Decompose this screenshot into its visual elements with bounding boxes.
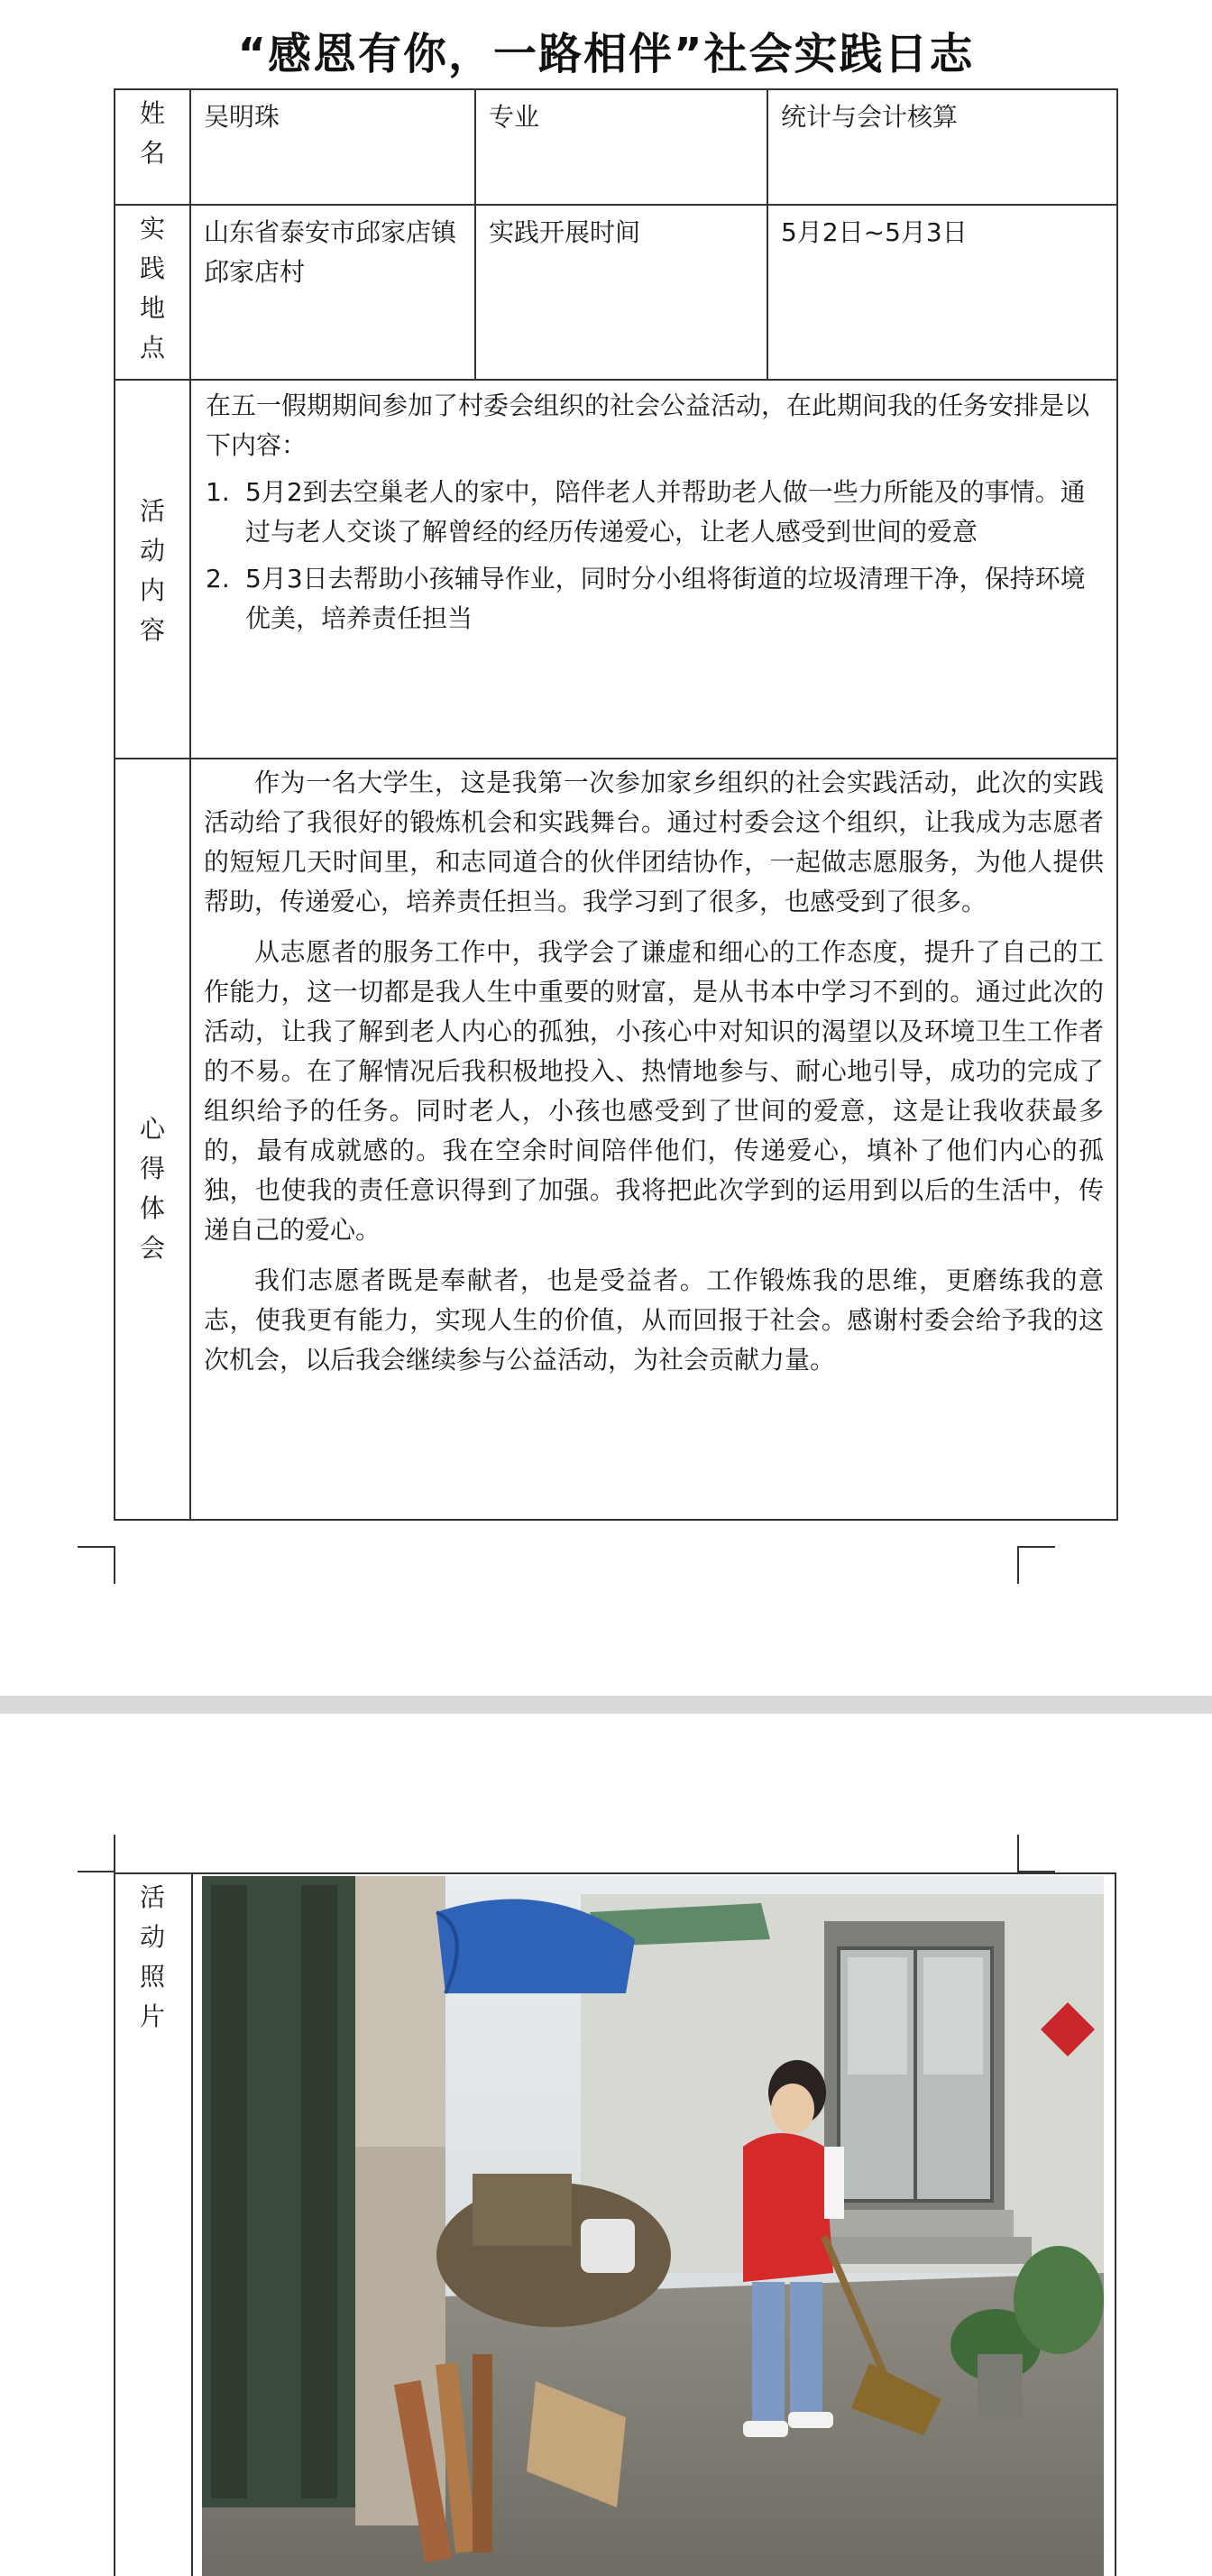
crop-mark-top-right <box>1017 1835 1055 1872</box>
activity-item-number: 2. <box>206 564 230 593</box>
reflection-label: 心得体会 <box>139 1114 165 1263</box>
photo-label: 活动照片 <box>139 1882 165 2031</box>
document-title: “感恩有你，一路相伴”社会实践日志 <box>237 29 975 79</box>
activity-row <box>115 380 1117 759</box>
jeans-right <box>790 2282 822 2417</box>
location-row <box>115 205 1117 380</box>
page-separator <box>0 1696 1212 1714</box>
crop-mark-bottom-left <box>78 1546 115 1584</box>
name-value: 吴明珠 <box>190 89 475 205</box>
activity-item-text: 5月3日去帮助小孩辅导作业，同时分小组将街道的垃圾清理干净，保持环境优美，培养责任担当 <box>245 564 1086 633</box>
reflection-paragraph: 我们志愿者既是奉献者，也是受益者。工作锻炼我的思维，更磨练我的意志，使我更有能力，实现人生的价值，从而回报于社会。感谢村委会给予我的这次机会，以后我会继续参与公益活动，为社会贡献力量。 <box>204 1265 1104 1375</box>
location-value: 山东省泰安市邱家店镇邱家店村 <box>190 205 475 380</box>
activity-photo <box>202 1876 1104 2576</box>
major-value: 统计与会计核算 <box>767 89 1117 205</box>
location-label-cell <box>115 205 190 380</box>
activity-item-text: 5月2到去空巢老人的家中，陪伴老人并帮助老人做一些力所能及的事情。通过与老人交谈了解曾经的经历传递爱心，让老人感受到世间的爱意 <box>245 477 1086 547</box>
reflection-paragraph: 从志愿者的服务工作中，我学会了谦虚和细心的工作态度，提升了自己的工作能力，这一切都是我人生中重要的财富，是从书本中学习不到的。通过此次的活动，让我了解到老人内心的孤独，小孩心中对知识的渴望以及环境卫生工作者的不易。在了解情况后我积极地投入、热情地参与、耐心地引导，成功的完成了组织给予的任务。同时老人，小孩也感受到了世间的爱意，这是让我收获最多的，最有成就感的。我在空余时间陪伴他们，传递爱心，填补了他们内心的孤独，也使我的责任意识得到了加强。我将把此次学到的运用到以后的生活中，传递自己的爱心。 <box>204 937 1104 1245</box>
practice-log-table <box>114 88 1118 1521</box>
reflection-content <box>190 759 1117 1520</box>
reflection-row <box>115 759 1117 1520</box>
reflection-paragraph: 作为一名大学生，这是我第一次参加家乡组织的社会实践活动，此次的实践活动给了我很好的锻炼机会和实践舞台。通过村委会这个组织，让我成为志愿者的短短几天时间里，和志同道合的伙伴团结协作，一起做志愿服务，为他人提供帮助，传递爱心，培养责任担当。我学习到了很多，也感受到了很多。 <box>204 768 1104 916</box>
activity-item-number: 1. <box>206 477 230 507</box>
activity-label: 活动内容 <box>139 496 165 645</box>
reflection-label-cell <box>115 759 190 1520</box>
name-label-cell <box>115 89 190 205</box>
name-label: 姓名 <box>139 98 165 168</box>
time-label: 实践开展时间 <box>475 205 767 380</box>
white-bucket <box>581 2219 635 2273</box>
activity-content <box>190 380 1117 759</box>
red-vest <box>743 2133 833 2282</box>
major-label: 专业 <box>475 89 767 205</box>
photo-table-divider <box>191 1872 193 2576</box>
location-label: 实践地点 <box>139 214 165 363</box>
activity-intro: 在五一假期期间参加了村委会组织的社会公益活动，在此期间我的任务安排是以下内容： <box>206 391 1090 460</box>
photo-label-cell <box>114 1878 191 2037</box>
activity-item <box>206 473 1102 552</box>
jeans-left <box>752 2282 785 2426</box>
activity-item <box>206 559 1102 639</box>
photo-table-right-border <box>1115 1872 1116 2576</box>
activity-label-cell <box>115 380 190 759</box>
time-value: 5月2日~5月3日 <box>767 205 1117 380</box>
crop-mark-top-left <box>78 1835 115 1872</box>
name-row <box>115 89 1117 205</box>
photo-table-top-border <box>114 1872 1116 1874</box>
crop-mark-bottom-right <box>1017 1546 1055 1584</box>
activity-list <box>206 473 1102 639</box>
activity-photo-illustration <box>202 1876 1104 2576</box>
